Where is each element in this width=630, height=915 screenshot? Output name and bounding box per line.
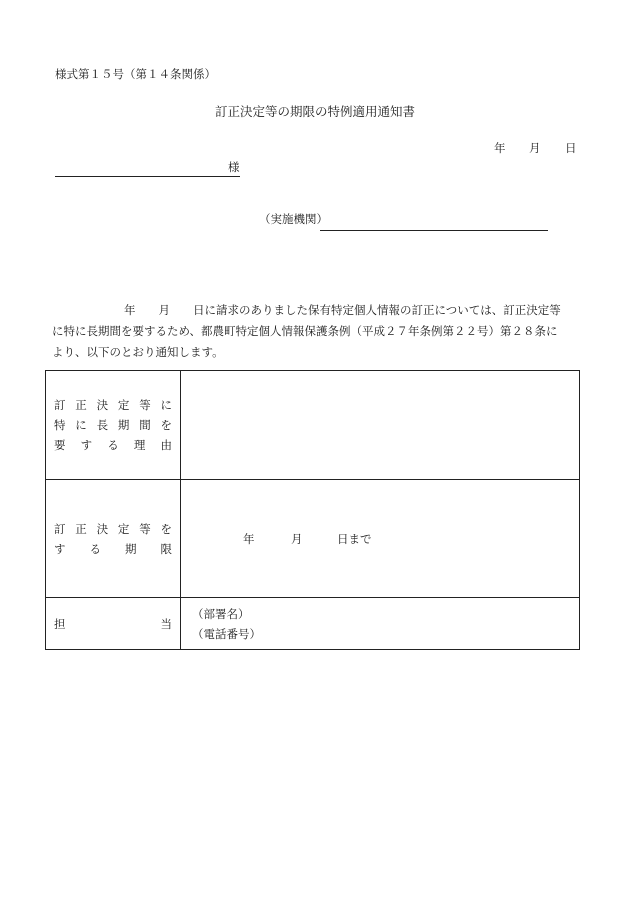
label-line — [46, 614, 180, 634]
label-char: 定 — [117, 521, 130, 536]
date-line — [494, 140, 577, 156]
label-char: 期 — [125, 541, 137, 556]
label-char: る — [89, 541, 101, 556]
label-char: す — [54, 541, 66, 556]
label-char: 等 — [139, 398, 151, 412]
deadline-date — [191, 531, 579, 547]
label-char: に — [75, 418, 87, 432]
addressee-underline — [55, 176, 240, 177]
label-char: 定 — [117, 398, 130, 412]
label-char: を — [160, 418, 172, 432]
label-char: 等 — [139, 521, 151, 536]
date-day: 日 — [565, 141, 577, 155]
label-char: 訂 — [54, 398, 66, 412]
deadline-year: 年 — [243, 531, 255, 546]
label-char: 限 — [160, 541, 172, 556]
table-row — [46, 371, 580, 480]
reason-value-cell[interactable] — [181, 371, 580, 480]
label-char: 長 — [96, 418, 109, 432]
agency-underline — [320, 230, 548, 231]
label-char: 訂 — [54, 521, 66, 536]
label-line — [46, 539, 180, 559]
notice-table — [45, 370, 580, 650]
label-char: 間 — [139, 418, 151, 432]
label-char: 正 — [75, 398, 87, 412]
deadline-until: 日まで — [337, 531, 372, 546]
label-line — [46, 415, 180, 435]
label-char: す — [80, 438, 93, 452]
label-char: 期 — [117, 418, 130, 432]
label-line — [46, 395, 180, 415]
deadline-label-cell — [46, 480, 181, 598]
body-line-1: 年 月 日に請求のありました保有特定個人情報の訂正については、訂正決定等 — [124, 303, 561, 317]
form-number: 様式第１５号（第１４条関係） — [55, 67, 216, 81]
label-char: 当 — [160, 616, 172, 631]
label-line — [46, 519, 180, 539]
department-field: （部署名） — [192, 606, 250, 621]
label-char: 特 — [54, 418, 66, 432]
body-paragraph — [52, 300, 582, 363]
date-year: 年 — [494, 141, 506, 155]
contact-label-cell — [46, 598, 181, 650]
table-row — [46, 480, 580, 598]
reason-label-cell — [46, 371, 181, 480]
label-char: 決 — [96, 398, 109, 412]
contact-value-cell[interactable] — [181, 598, 580, 650]
deadline-value-cell[interactable] — [181, 480, 580, 598]
body-line-3: より、以下のとおり通知します。 — [52, 345, 224, 359]
deadline-month: 月 — [291, 531, 303, 546]
addressee-suffix: 様 — [228, 160, 240, 174]
label-char: を — [160, 521, 172, 536]
agency-label: （実施機関） — [259, 212, 328, 226]
label-char: 理 — [133, 438, 146, 452]
label-char: る — [107, 438, 119, 452]
label-char: 正 — [75, 521, 87, 536]
phone-field: （電話番号） — [192, 626, 261, 641]
document-title: 訂正決定等の期限の特例適用通知書 — [214, 104, 415, 119]
table-row — [46, 598, 580, 650]
date-month: 月 — [529, 141, 541, 155]
label-char: に — [160, 398, 172, 412]
label-char: 担 — [54, 616, 66, 631]
label-char: 決 — [96, 521, 109, 536]
label-char: 要 — [54, 438, 66, 452]
body-line-2: に特に長期間を要するため、都農町特定個人情報保護条例（平成２７年条例第２２号）第２８条に — [52, 324, 558, 338]
label-char: 由 — [160, 438, 172, 452]
label-line — [46, 435, 180, 455]
